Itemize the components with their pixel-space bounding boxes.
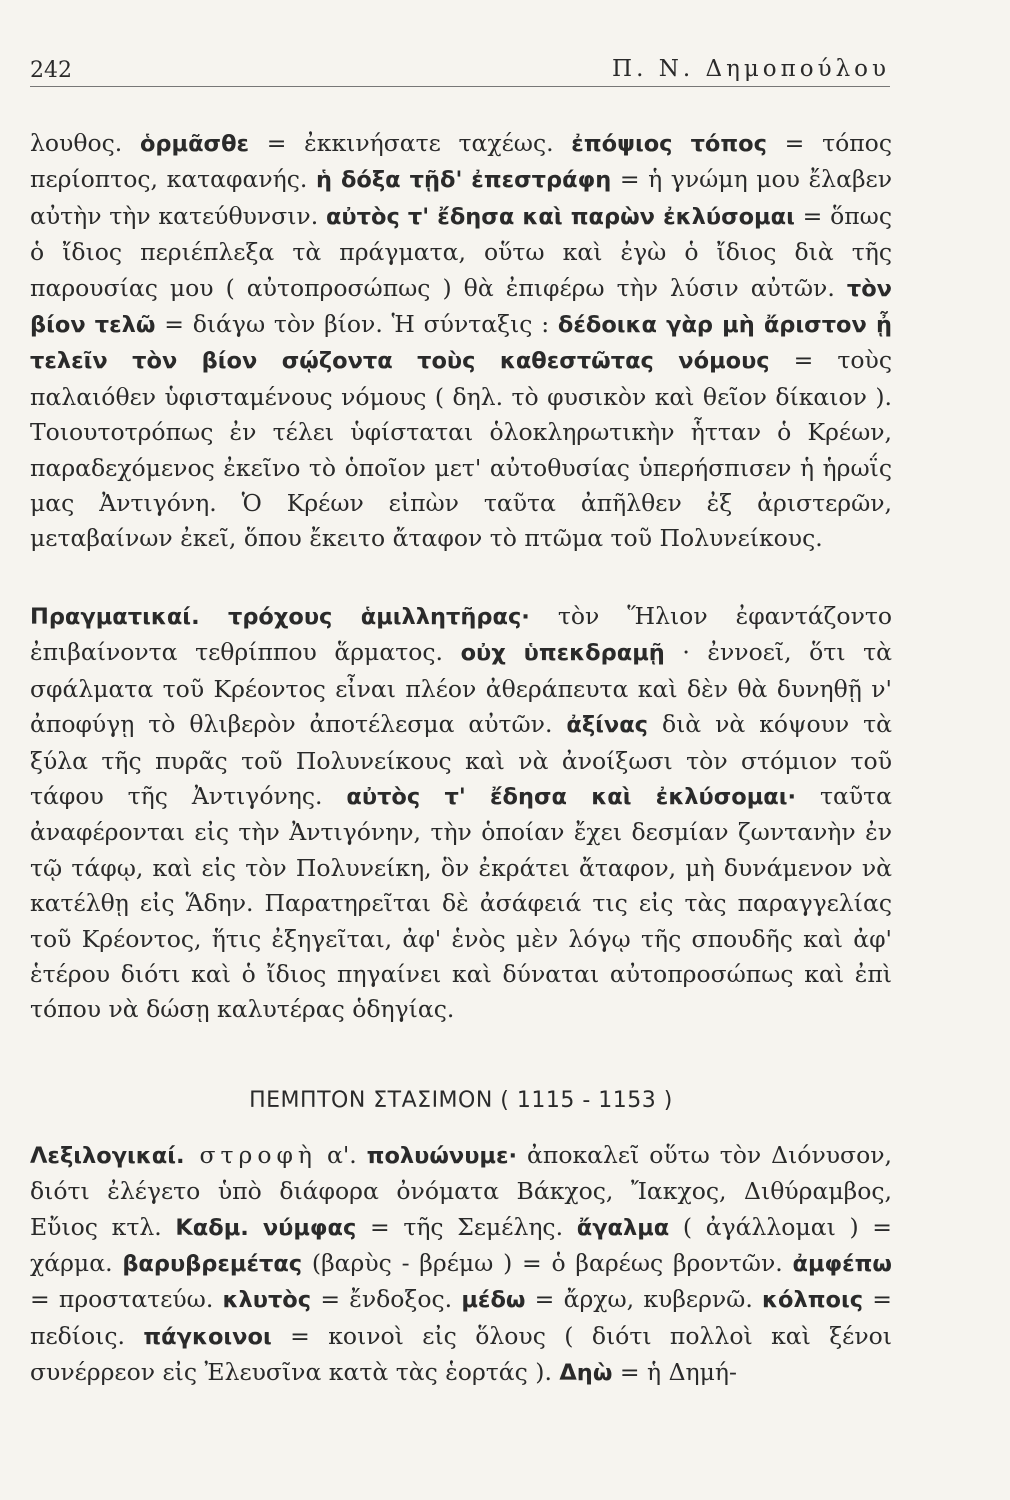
text-run: = πεδίοις. xyxy=(30,1285,892,1350)
text-run: = ἔνδοξος. xyxy=(311,1285,462,1314)
paragraph-1 xyxy=(30,126,892,557)
bold-term: δέδοικα γὰρ μὴ ἄριστον ᾖ τελεῖν τὸν βίον σῴζοντα τοὺς καθεστῶτας νόμους xyxy=(30,312,892,375)
bold-term: Λεξιλογικαί. xyxy=(30,1142,185,1169)
bold-term: βαρυβρεμέτας xyxy=(122,1250,303,1277)
paragraph-3 xyxy=(30,1138,892,1392)
text-run: = προστατεύω. xyxy=(30,1285,223,1314)
text-run: (βαρὺς - βρέμω ) = ὁ βαρέως βροντῶν. xyxy=(302,1248,793,1277)
bold-term: τὸν βίον τελῶ xyxy=(30,275,892,339)
bold-term: Πραγματικαί. τρόχους ἁμιλλητῆρας· xyxy=(30,603,530,630)
text-run: · ἐννοεῖ, ὅτι τὰ σφάλματα τοῦ Κρέοντος εἶναι πλέον ἀθεράπευτα καὶ δὲν θὰ δυνηθῇ ν' ἀποφύγῃ τὸ θλιβερὸν ἀποτέλεσμα αὐτῶν. xyxy=(30,638,892,739)
bold-term: ὁρμᾶσθε xyxy=(139,131,250,157)
text-run: = τῆς Σεμέλης. xyxy=(356,1212,577,1241)
bold-term: ἀξίνας xyxy=(566,712,649,739)
text-run: ἀποκαλεῖ οὕτω τὸν Διόνυσον, διότι ἐλέγετο ὑπὸ διάφορα ὀνόματα Βάκχος, Ἴακχος, Διθύραμβος, Εὔιος κτλ. xyxy=(30,1140,892,1241)
text-run: τὸν Ἥλιον ἐφαντάζοντο ἐπιβαίνοντα τεθρίππου ἅρματος. xyxy=(30,601,893,667)
text-run: ταῦτα ἀναφέρονται εἰς τὴν Ἀντιγόνην, τὴν ὁποίαν ἔχει δεσμίαν ζωντανὴν ἐν τῷ τάφῳ, καὶ εἰς τὸν Πολυνείκη, ὃν ἐκράτει ἄταφον, μὴ δυνάμενον νὰ κατέλθῃ εἰς Ἅδην. Παρατηρεῖται δὲ ἀσάφειά τις εἰς τὰς παραγγελίας τοῦ Κρέοντος, ἥτις ἐξηγεῖται, ἀφ' ἑνὸς μὲν λόγῳ τῆς σπουδῆς καὶ ἀφ' ἑτέρου διότι καὶ ὁ ἴδιος πηγαίνει καὶ δύναται αὐτοπροσώπως καὶ ἐπὶ τόπου νὰ δώσῃ καλυτέρας ὁδηγίας. xyxy=(30,781,892,1024)
text-run: = κοινοὶ εἰς ὅλους ( διότι πολλοὶ καὶ ξένοι συνέρρεον εἰς Ἐλευσῖνα κατὰ τὰς ἑορτάς ). xyxy=(30,1321,892,1387)
bold-term: ἄγαλμα xyxy=(576,1214,670,1241)
text-run: α'. xyxy=(317,1140,367,1169)
text-run: = ὅπως ὁ ἴδιος περιέπλεξα τὰ πράγματα, οὕτω καὶ ἐγὼ ὁ ἴδιος διὰ τῆς παρουσίας μου ( αὐτοπροσώπως ) θὰ ἐπιφέρω τὴν λύσιν αὐτῶν. xyxy=(30,201,892,302)
bold-term: αὐτὸς τ' ἔδησα καὶ ἐκλύσομαι· xyxy=(346,783,797,810)
text-run: = ἄρχω, κυβερνῶ. xyxy=(525,1285,763,1314)
bold-term: Καδμ. νύμφας xyxy=(175,1214,357,1241)
text-run: = τόπος περίοπτος, καταφανής. xyxy=(30,129,892,194)
bold-term: αὐτὸς τ' ἔδησα καὶ παρὼν ἐκλύσομαι xyxy=(325,203,795,230)
bold-term: μέδω xyxy=(461,1287,526,1314)
text-run: = ἡ Δημή- xyxy=(612,1358,737,1387)
running-head: Π. Ν. Δημοπούλου xyxy=(612,56,890,82)
text-run: = διάγω τὸν βίον. Ἡ σύνταξις : xyxy=(155,310,558,339)
text-run: = τοὺς παλαιόθεν ὑφισταμένους νόμους ( δηλ. τὸ φυσικὸν καὶ θεῖον δίκαιον ). Τοιουτοτρόπως ἐν τέλει ὑφίσταται ὁλοκληρωτικὴν ἧτταν ὁ Κρέων, παραδεχόμενος ἐκεῖνο τὸ ὁποῖον μετ' αὐτοθυσίας ὑπερήσπισεν ἡ ἡρωΐς μας Ἀντιγόνη. Ὁ Κρέων εἰπὼν ταῦτα ἀπῆλθεν ἐξ ἀριστερῶν, μεταβαίνων ἐκεῖ, ὅπου ἔκειτο ἄταφον τὸ πτῶμα τοῦ Πολυνείκους. xyxy=(30,346,892,553)
text-run: ( ἀγάλλομαι ) = χάρμα. xyxy=(30,1212,892,1277)
text-run: στροφὴ xyxy=(184,1140,318,1169)
bold-term: ἐπόψιος τόπος xyxy=(571,131,767,157)
text-run: = ἐκκινήσατε ταχέως. xyxy=(249,129,572,157)
bold-term: Δηὼ xyxy=(559,1360,613,1387)
section-title: ΠΕΜΠΤΟΝ ΣΤΑΣΙΜΟΝ ( 1115 - 1153 ) xyxy=(249,1087,673,1113)
bold-term: ἡ δόξα τῇδ' ἐπεστράφη xyxy=(315,167,612,194)
page-number: 242 xyxy=(30,58,72,83)
bold-term: οὐχ ὑπεκδραμῇ xyxy=(460,640,665,667)
text-run: λουθος. xyxy=(30,129,140,157)
bold-term: κλυτὸς xyxy=(222,1287,312,1314)
body-text xyxy=(30,126,892,1392)
text-run: διὰ νὰ κόψουν τὰ ξύλα τῆς πυρᾶς τοῦ Πολυνείκους καὶ νὰ ἀνοίξωσι τὸν στόμιον τοῦ τάφου τῆς Ἀντιγόνης. xyxy=(30,710,892,810)
bold-term: κόλποις xyxy=(762,1287,864,1314)
bold-term: πάγκοινοι xyxy=(143,1323,272,1350)
paragraph-2 xyxy=(30,599,892,1028)
bold-term: πολυώνυμε· xyxy=(366,1142,518,1169)
bold-term: ἀμφέπω xyxy=(792,1250,892,1277)
page-header xyxy=(30,52,890,87)
text-run: = ἡ γνώμη μου ἔλαβεν αὐτὴν τὴν κατεύθυνσιν. xyxy=(30,165,892,230)
